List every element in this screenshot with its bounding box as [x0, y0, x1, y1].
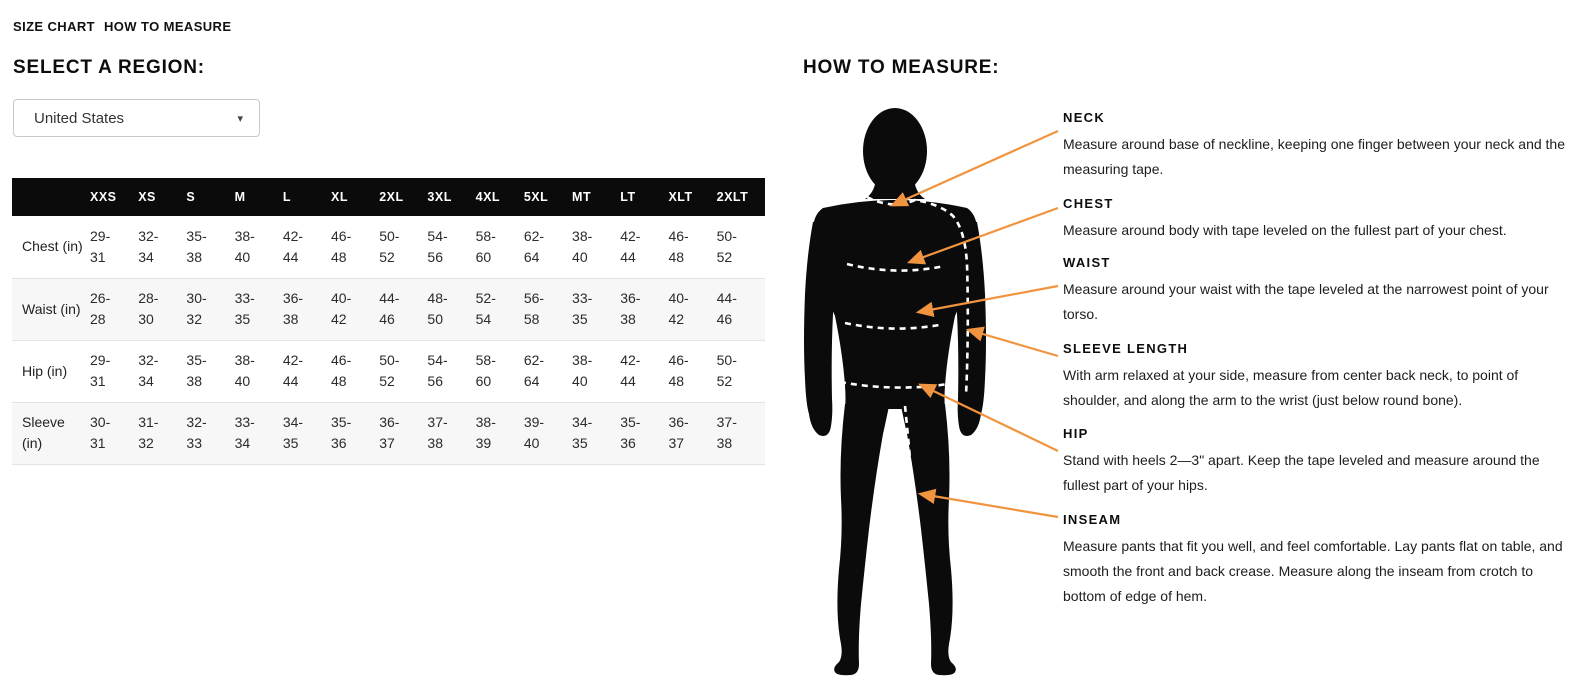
size-column-header-empty	[12, 178, 90, 216]
size-value-cell: 30-31	[90, 414, 111, 451]
size-value-cell: 36-38	[282, 290, 304, 327]
measure-item-text: Stand with heels 2—3" apart. Keep the tape leveled and measure around the fullest part of your hips.	[1063, 452, 1540, 493]
size-value-cell: 42-44	[282, 352, 304, 389]
silhouette-left-arm	[804, 220, 835, 436]
size-value-cell: 33-34	[234, 414, 255, 451]
size-value-cell: 35-38	[186, 227, 207, 265]
size-column-header: 4XL	[476, 178, 524, 216]
measure-item-text: Measure pants that fit you well, and feel comfortable. Lay pants flat on table, and smooth the front and back crease. Measure along the inseam from crotch to bottom of edge of hem.	[1063, 538, 1563, 604]
measure-item-text: Measure around base of neckline, keeping one finger between your neck and the measuring tape.	[1063, 136, 1566, 177]
region-select[interactable]	[13, 99, 260, 137]
size-table-row	[12, 340, 765, 402]
size-value-cell: 29-31	[90, 227, 111, 265]
measure-item-hip	[1063, 426, 1568, 498]
size-value-cell: 46-48	[668, 352, 689, 389]
size-value-cell: 32-34	[138, 227, 159, 265]
size-chart-table-wrap	[12, 178, 765, 465]
measure-item-title: CHEST	[1063, 196, 1114, 211]
size-column-header: S	[186, 178, 234, 216]
size-value-cell: 36-37	[668, 414, 689, 451]
chevron-down-icon: ▾	[237, 112, 243, 125]
how-to-measure-heading: HOW TO MEASURE:	[803, 57, 1000, 78]
size-value-cell: 36-37	[379, 414, 400, 451]
body-silhouette-figure	[795, 104, 1075, 684]
size-table-row	[12, 402, 765, 464]
size-value-cell: 34-35	[282, 414, 304, 451]
size-value-cell: 30-32	[186, 290, 207, 327]
size-value-cell: 38-40	[234, 352, 255, 389]
size-value-cell: 50-52	[716, 227, 737, 265]
size-table-row	[12, 278, 765, 340]
size-value-cell: 35-36	[620, 414, 641, 451]
size-chart-table	[12, 178, 765, 465]
size-column-header: XXS	[90, 178, 138, 216]
measure-item-neck	[1063, 110, 1568, 182]
size-value-cell: 50-52	[716, 352, 737, 389]
size-row-label: Waist (in)	[22, 300, 81, 317]
size-value-cell: 56-58	[523, 290, 545, 327]
size-value-cell: 62-64	[523, 227, 545, 265]
tab-bar	[13, 19, 231, 34]
size-value-cell: 36-38	[620, 290, 641, 327]
size-value-cell: 37-38	[716, 414, 737, 451]
size-value-cell: 37-38	[427, 414, 448, 451]
size-value-cell: 35-38	[186, 352, 207, 389]
size-chart-body	[12, 216, 765, 464]
size-value-cell: 39-40	[523, 414, 545, 451]
size-column-header: 2XLT	[717, 178, 765, 216]
size-column-header: XL	[331, 178, 379, 216]
measure-item-sleeve-length	[1063, 341, 1568, 413]
measure-item-title: NECK	[1063, 110, 1106, 125]
silhouette-shapes	[804, 108, 986, 675]
size-value-cell: 42-44	[620, 352, 641, 389]
measure-item-title: SLEEVE LENGTH	[1063, 341, 1189, 356]
size-column-header: 2XL	[379, 178, 427, 216]
size-column-header: 3XL	[427, 178, 475, 216]
measure-item-chest	[1063, 196, 1568, 243]
size-value-cell: 44-46	[379, 290, 400, 327]
size-table-row	[12, 216, 765, 278]
size-value-cell: 50-52	[379, 227, 400, 265]
size-value-cell: 32-34	[138, 352, 159, 389]
size-value-cell: 42-44	[282, 227, 304, 265]
size-value-cell: 58-60	[475, 227, 496, 265]
size-value-cell: 33-35	[572, 290, 593, 327]
size-value-cell: 62-64	[523, 352, 545, 389]
size-column-header: XLT	[668, 178, 716, 216]
measure-item-inseam	[1063, 512, 1568, 609]
measure-item-text: Measure around body with tape leveled on the fullest part of your chest.	[1063, 222, 1507, 238]
size-column-header: L	[283, 178, 331, 216]
size-value-cell: 33-35	[234, 290, 255, 327]
size-value-cell: 28-30	[138, 290, 159, 327]
size-value-cell: 40-42	[668, 290, 689, 327]
size-column-header: XS	[138, 178, 186, 216]
select-region-heading: SELECT A REGION:	[13, 57, 205, 78]
measure-item-text: With arm relaxed at your side, measure from center back neck, to point of shoulder, and along the arm to the wrist (just below round bone).	[1063, 367, 1519, 408]
size-value-cell: 38-39	[475, 414, 496, 451]
size-value-cell: 38-40	[572, 227, 593, 265]
size-value-cell: 48-50	[427, 290, 448, 327]
size-value-cell: 58-60	[475, 352, 496, 389]
tab-size-chart[interactable]: SIZE CHART	[13, 19, 95, 34]
size-value-cell: 29-31	[90, 352, 111, 389]
size-column-header: M	[235, 178, 283, 216]
size-value-cell: 46-48	[331, 352, 352, 389]
size-value-cell: 54-56	[427, 352, 448, 389]
measure-item-waist	[1063, 255, 1568, 327]
size-row-label: Chest (in)	[22, 238, 83, 255]
size-row-label: Sleeve (in)	[22, 414, 65, 451]
size-value-cell: 42-44	[620, 227, 641, 265]
size-value-cell: 44-46	[716, 290, 737, 327]
size-value-cell: 46-48	[668, 227, 689, 265]
size-value-cell: 34-35	[572, 414, 593, 451]
size-column-header: MT	[572, 178, 620, 216]
silhouette-left-leg	[834, 402, 889, 675]
size-value-cell: 50-52	[379, 352, 400, 389]
region-select-value: United States	[34, 109, 125, 127]
size-value-cell: 46-48	[331, 227, 352, 265]
size-value-cell: 31-32	[138, 414, 159, 451]
measure-item-title: WAIST	[1063, 255, 1111, 270]
size-value-cell: 40-42	[331, 290, 352, 327]
size-value-cell: 32-33	[186, 414, 207, 451]
size-value-cell: 38-40	[234, 227, 255, 265]
measure-item-title: HIP	[1063, 426, 1089, 441]
size-row-label: Hip (in)	[22, 362, 68, 379]
measure-item-title: INSEAM	[1063, 512, 1122, 527]
size-value-cell: 52-54	[475, 290, 496, 327]
silhouette-torso	[813, 200, 977, 409]
size-value-cell: 38-40	[572, 352, 593, 389]
size-column-header: 5XL	[524, 178, 572, 216]
measure-item-text: Measure around your waist with the tape leveled at the narrowest point of your torso.	[1063, 281, 1549, 322]
size-chart-header-row	[12, 178, 765, 216]
size-value-cell: 35-36	[331, 414, 352, 451]
size-column-header: LT	[620, 178, 668, 216]
size-value-cell: 26-28	[90, 290, 111, 327]
size-value-cell: 54-56	[427, 227, 448, 265]
tab-how-to-measure[interactable]: HOW TO MEASURE	[104, 19, 232, 34]
